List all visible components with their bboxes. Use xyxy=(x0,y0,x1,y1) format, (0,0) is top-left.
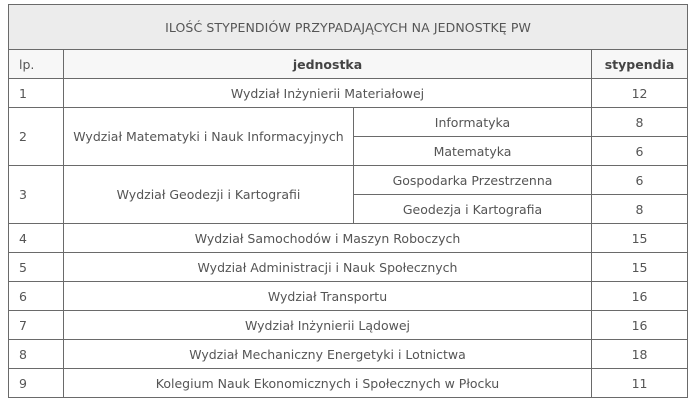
row-lp: 6 xyxy=(9,282,64,311)
row-unit: Wydział Inżynierii Lądowej xyxy=(64,311,592,340)
table-title: ILOŚĆ STYPENDIÓW PRZYPADAJĄCYCH NA JEDNOSTKĘ PW xyxy=(9,5,688,50)
table-row xyxy=(9,369,688,398)
row-lp: 1 xyxy=(9,79,64,108)
row-unit: Wydział Matematyki i Nauk Informacyjnych xyxy=(64,108,354,166)
table-header-row xyxy=(9,50,688,79)
header-count: stypendia xyxy=(592,50,688,79)
table-row xyxy=(9,79,688,108)
row-lp: 9 xyxy=(9,369,64,398)
table-row xyxy=(9,340,688,369)
row-unit: Wydział Geodezji i Kartografii xyxy=(64,166,354,224)
header-unit: jednostka xyxy=(64,50,592,79)
row-subunit: Matematyka xyxy=(354,137,592,166)
row-lp: 5 xyxy=(9,253,64,282)
table-row xyxy=(9,108,688,137)
row-subunit: Gospodarka Przestrzenna xyxy=(354,166,592,195)
scholarship-table-container xyxy=(8,4,687,398)
row-unit: Wydział Mechaniczny Energetyki i Lotnictwa xyxy=(64,340,592,369)
scholarship-table xyxy=(8,4,688,398)
table-row xyxy=(9,311,688,340)
table-row xyxy=(9,282,688,311)
table-row xyxy=(9,166,688,195)
row-unit: Wydział Transportu xyxy=(64,282,592,311)
table-title-row xyxy=(9,5,688,50)
row-lp: 7 xyxy=(9,311,64,340)
row-unit: Wydział Inżynierii Materiałowej xyxy=(64,79,592,108)
row-count: 11 xyxy=(592,369,688,398)
table-row xyxy=(9,224,688,253)
row-count: 6 xyxy=(592,166,688,195)
row-unit: Wydział Administracji i Nauk Społecznych xyxy=(64,253,592,282)
row-count: 6 xyxy=(592,137,688,166)
row-lp: 4 xyxy=(9,224,64,253)
row-subunit: Geodezja i Kartografia xyxy=(354,195,592,224)
row-count: 16 xyxy=(592,311,688,340)
table-row xyxy=(9,253,688,282)
row-count: 18 xyxy=(592,340,688,369)
row-count: 16 xyxy=(592,282,688,311)
row-count: 8 xyxy=(592,108,688,137)
row-lp: 8 xyxy=(9,340,64,369)
row-count: 8 xyxy=(592,195,688,224)
row-lp: 3 xyxy=(9,166,64,224)
row-count: 15 xyxy=(592,224,688,253)
row-subunit: Informatyka xyxy=(354,108,592,137)
row-lp: 2 xyxy=(9,108,64,166)
row-unit: Wydział Samochodów i Maszyn Roboczych xyxy=(64,224,592,253)
row-count: 15 xyxy=(592,253,688,282)
row-count: 12 xyxy=(592,79,688,108)
header-lp: lp. xyxy=(9,50,64,79)
row-unit: Kolegium Nauk Ekonomicznych i Społecznych w Płocku xyxy=(64,369,592,398)
